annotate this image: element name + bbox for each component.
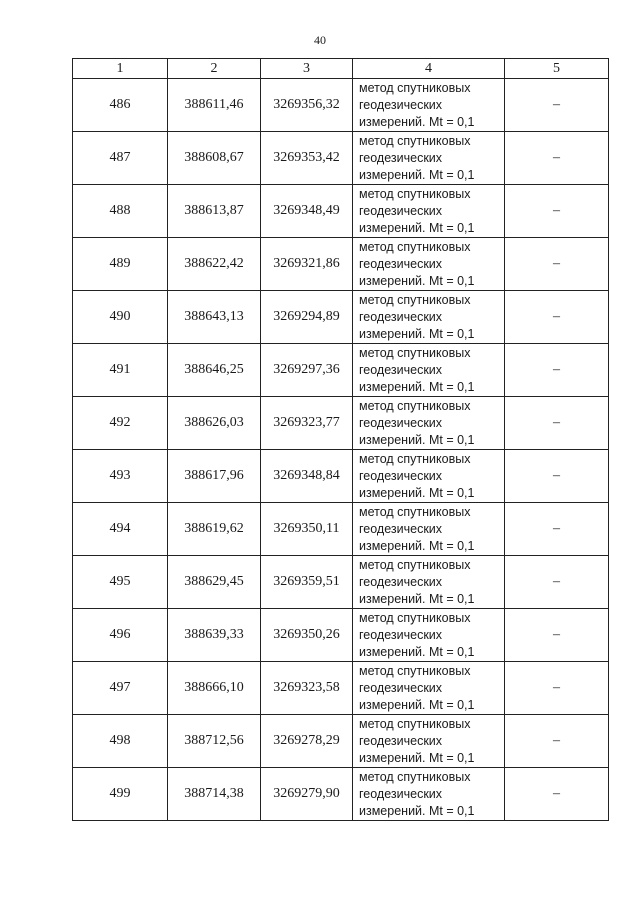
method-line-2: геодезических [359, 786, 443, 801]
point-number-cell: 492 [73, 397, 168, 450]
x-coordinate-cell: 388617,96 [168, 450, 261, 503]
method-line-3: измерений. Mt = 0,1 [359, 273, 475, 288]
y-coordinate-cell: 3269323,77 [261, 397, 353, 450]
table-row [73, 291, 609, 344]
header-row [73, 59, 609, 79]
method-line-2: геодезических [359, 97, 443, 112]
method-line-2: геодезических [359, 256, 443, 271]
method-line-3: измерений. Mt = 0,1 [359, 326, 475, 341]
x-coordinate-cell: 388714,38 [168, 768, 261, 821]
note-cell: – [505, 238, 609, 291]
method-line-2: геодезических [359, 415, 443, 430]
note-cell: – [505, 185, 609, 238]
table-row [73, 662, 609, 715]
point-number-cell: 499 [73, 768, 168, 821]
method-line-3: измерений. Mt = 0,1 [359, 485, 475, 500]
x-coordinate-cell: 388626,03 [168, 397, 261, 450]
method-cell [353, 79, 505, 132]
method-line-3: измерений. Mt = 0,1 [359, 538, 475, 553]
note-cell: – [505, 662, 609, 715]
x-coordinate-cell: 388666,10 [168, 662, 261, 715]
table-row [73, 397, 609, 450]
method-line-1: метод спутниковых [359, 504, 471, 519]
method-line-1: метод спутниковых [359, 239, 471, 254]
note-cell: – [505, 503, 609, 556]
y-coordinate-cell: 3269297,36 [261, 344, 353, 397]
x-coordinate-cell: 388611,46 [168, 79, 261, 132]
method-cell [353, 503, 505, 556]
method-line-1: метод спутниковых [359, 716, 471, 731]
x-coordinate-cell: 388639,33 [168, 609, 261, 662]
note-cell: – [505, 768, 609, 821]
point-number-cell: 496 [73, 609, 168, 662]
point-number-cell: 497 [73, 662, 168, 715]
y-coordinate-cell: 3269348,84 [261, 450, 353, 503]
method-cell [353, 344, 505, 397]
table-row [73, 609, 609, 662]
table-row [73, 344, 609, 397]
note-cell: – [505, 344, 609, 397]
table-row [73, 79, 609, 132]
method-line-1: метод спутниковых [359, 133, 471, 148]
method-cell [353, 768, 505, 821]
method-cell [353, 238, 505, 291]
method-line-1: метод спутниковых [359, 186, 471, 201]
table-row [73, 185, 609, 238]
x-coordinate-cell: 388613,87 [168, 185, 261, 238]
y-coordinate-cell: 3269356,32 [261, 79, 353, 132]
y-coordinate-cell: 3269279,90 [261, 768, 353, 821]
table-row [73, 556, 609, 609]
method-line-2: геодезических [359, 574, 443, 589]
y-coordinate-cell: 3269359,51 [261, 556, 353, 609]
note-cell: – [505, 715, 609, 768]
method-line-3: измерений. Mt = 0,1 [359, 591, 475, 606]
method-line-2: геодезических [359, 150, 443, 165]
method-cell [353, 185, 505, 238]
table-row [73, 132, 609, 185]
coordinates-table [72, 58, 609, 821]
method-line-2: геодезических [359, 733, 443, 748]
point-number-cell: 486 [73, 79, 168, 132]
method-line-3: измерений. Mt = 0,1 [359, 644, 475, 659]
method-line-1: метод спутниковых [359, 663, 471, 678]
y-coordinate-cell: 3269321,86 [261, 238, 353, 291]
method-line-2: геодезических [359, 309, 443, 324]
table-row [73, 503, 609, 556]
y-coordinate-cell: 3269350,11 [261, 503, 353, 556]
method-line-1: метод спутниковых [359, 292, 471, 307]
x-coordinate-cell: 388629,45 [168, 556, 261, 609]
point-number-cell: 491 [73, 344, 168, 397]
method-line-3: измерений. Mt = 0,1 [359, 220, 475, 235]
method-cell [353, 556, 505, 609]
method-line-3: измерений. Mt = 0,1 [359, 167, 475, 182]
method-cell [353, 291, 505, 344]
note-cell: – [505, 79, 609, 132]
table-body [73, 79, 609, 821]
method-cell [353, 450, 505, 503]
x-coordinate-cell: 388643,13 [168, 291, 261, 344]
page-number: 40 [314, 33, 326, 47]
method-line-1: метод спутниковых [359, 398, 471, 413]
note-cell: – [505, 609, 609, 662]
method-line-2: геодезических [359, 521, 443, 536]
method-line-1: метод спутниковых [359, 345, 471, 360]
method-line-3: измерений. Mt = 0,1 [359, 114, 475, 129]
point-number-cell: 490 [73, 291, 168, 344]
point-number-cell: 488 [73, 185, 168, 238]
method-cell [353, 609, 505, 662]
y-coordinate-cell: 3269323,58 [261, 662, 353, 715]
y-coordinate-cell: 3269350,26 [261, 609, 353, 662]
note-cell: – [505, 556, 609, 609]
table-row [73, 238, 609, 291]
point-number-cell: 487 [73, 132, 168, 185]
header-cell-5: 5 [505, 59, 609, 79]
x-coordinate-cell: 388622,42 [168, 238, 261, 291]
method-cell [353, 132, 505, 185]
method-line-2: геодезических [359, 468, 443, 483]
point-number-cell: 495 [73, 556, 168, 609]
x-coordinate-cell: 388712,56 [168, 715, 261, 768]
x-coordinate-cell: 388646,25 [168, 344, 261, 397]
table-header [73, 59, 609, 79]
note-cell: – [505, 291, 609, 344]
point-number-cell: 489 [73, 238, 168, 291]
point-number-cell: 498 [73, 715, 168, 768]
method-cell [353, 662, 505, 715]
header-cell-3: 3 [261, 59, 353, 79]
method-line-3: измерений. Mt = 0,1 [359, 803, 475, 818]
method-line-1: метод спутниковых [359, 769, 471, 784]
table-row [73, 715, 609, 768]
note-cell: – [505, 450, 609, 503]
method-line-2: геодезических [359, 362, 443, 377]
point-number-cell: 493 [73, 450, 168, 503]
y-coordinate-cell: 3269278,29 [261, 715, 353, 768]
method-line-3: измерений. Mt = 0,1 [359, 432, 475, 447]
method-line-2: геодезических [359, 680, 443, 695]
table-row [73, 450, 609, 503]
method-line-2: геодезических [359, 203, 443, 218]
method-line-2: геодезических [359, 627, 443, 642]
y-coordinate-cell: 3269348,49 [261, 185, 353, 238]
method-line-1: метод спутниковых [359, 451, 471, 466]
method-line-3: измерений. Mt = 0,1 [359, 697, 475, 712]
x-coordinate-cell: 388608,67 [168, 132, 261, 185]
note-cell: – [505, 132, 609, 185]
table-row [73, 768, 609, 821]
header-cell-1: 1 [73, 59, 168, 79]
method-line-1: метод спутниковых [359, 80, 471, 95]
header-cell-2: 2 [168, 59, 261, 79]
x-coordinate-cell: 388619,62 [168, 503, 261, 556]
note-cell: – [505, 397, 609, 450]
y-coordinate-cell: 3269353,42 [261, 132, 353, 185]
header-cell-4: 4 [353, 59, 505, 79]
method-cell [353, 715, 505, 768]
point-number-cell: 494 [73, 503, 168, 556]
y-coordinate-cell: 3269294,89 [261, 291, 353, 344]
method-line-3: измерений. Mt = 0,1 [359, 750, 475, 765]
method-line-3: измерений. Mt = 0,1 [359, 379, 475, 394]
method-line-1: метод спутниковых [359, 610, 471, 625]
method-cell [353, 397, 505, 450]
method-line-1: метод спутниковых [359, 557, 471, 572]
